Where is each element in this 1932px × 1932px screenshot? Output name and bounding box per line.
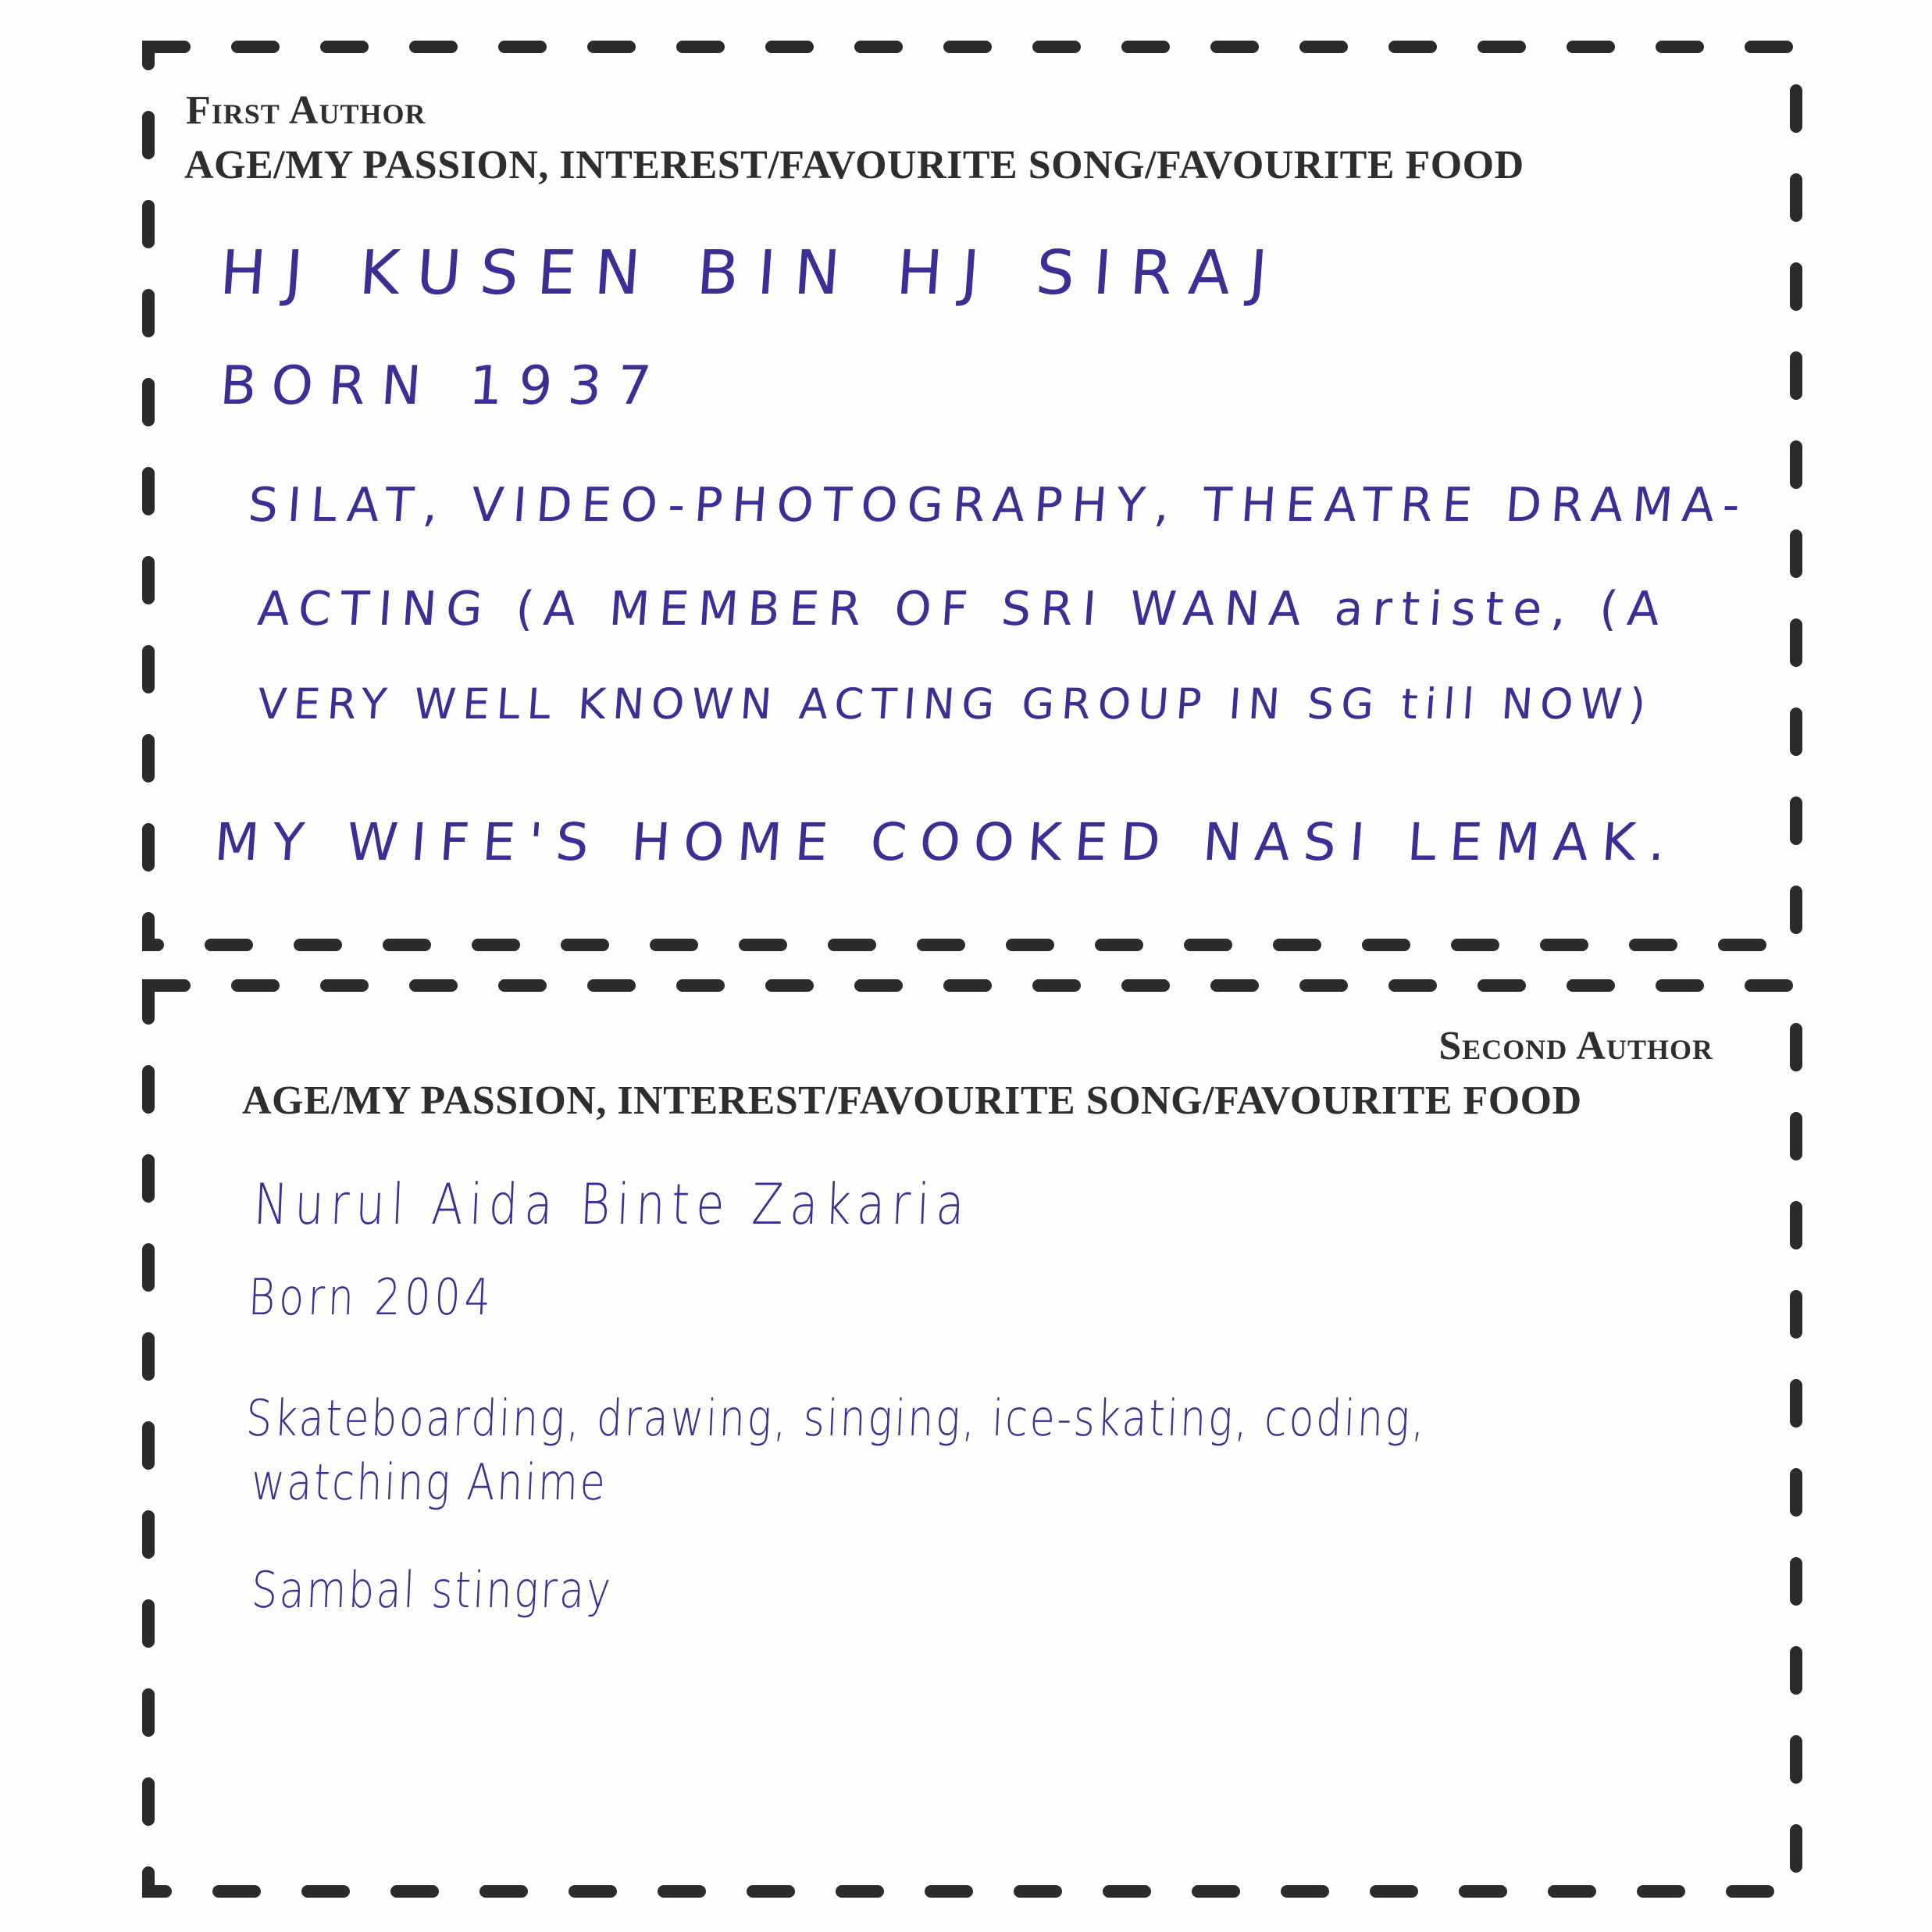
first-author-passion-line-1: SILAT, VIDEO-PHOTOGRAPHY, THEATRE DRAMA- <box>246 478 1751 533</box>
first-author-born: BORN 1937 <box>218 355 669 417</box>
second-author-born: Born 2004 <box>247 1269 496 1327</box>
first-author-label: First Author <box>186 88 426 133</box>
first-author-passion-line-3: VERY WELL KNOWN ACTING GROUP IN SG till NOW) <box>255 679 1655 729</box>
second-author-label: Second Author <box>1438 1024 1713 1068</box>
second-author-food: Sambal stingray <box>250 1562 614 1620</box>
first-author-name: HJ KUSEN BIN HJ SIRAJ <box>217 238 1289 308</box>
second-author-passion-line-2: watching Anime <box>250 1454 608 1512</box>
second-fields-label: AGE/MY PASSION, INTEREST/FAVOURITE SONG/FAVOURITE FOOD <box>242 1078 1582 1123</box>
second-author-name: Nurul Aida Binte Zakaria <box>252 1171 972 1237</box>
second-author-passion-line-1: Skateboarding, drawing, singing, ice-skating, coding, <box>244 1390 1428 1448</box>
first-author-food: MY WIFE'S HOME COOKED NASI LEMAK. <box>212 812 1681 872</box>
first-fields-label: AGE/MY PASSION, INTEREST/FAVOURITE SONG/FAVOURITE FOOD <box>184 143 1524 187</box>
first-author-passion-line-2: ACTING (A MEMBER OF SRI WANA artiste, (A <box>255 582 1671 636</box>
